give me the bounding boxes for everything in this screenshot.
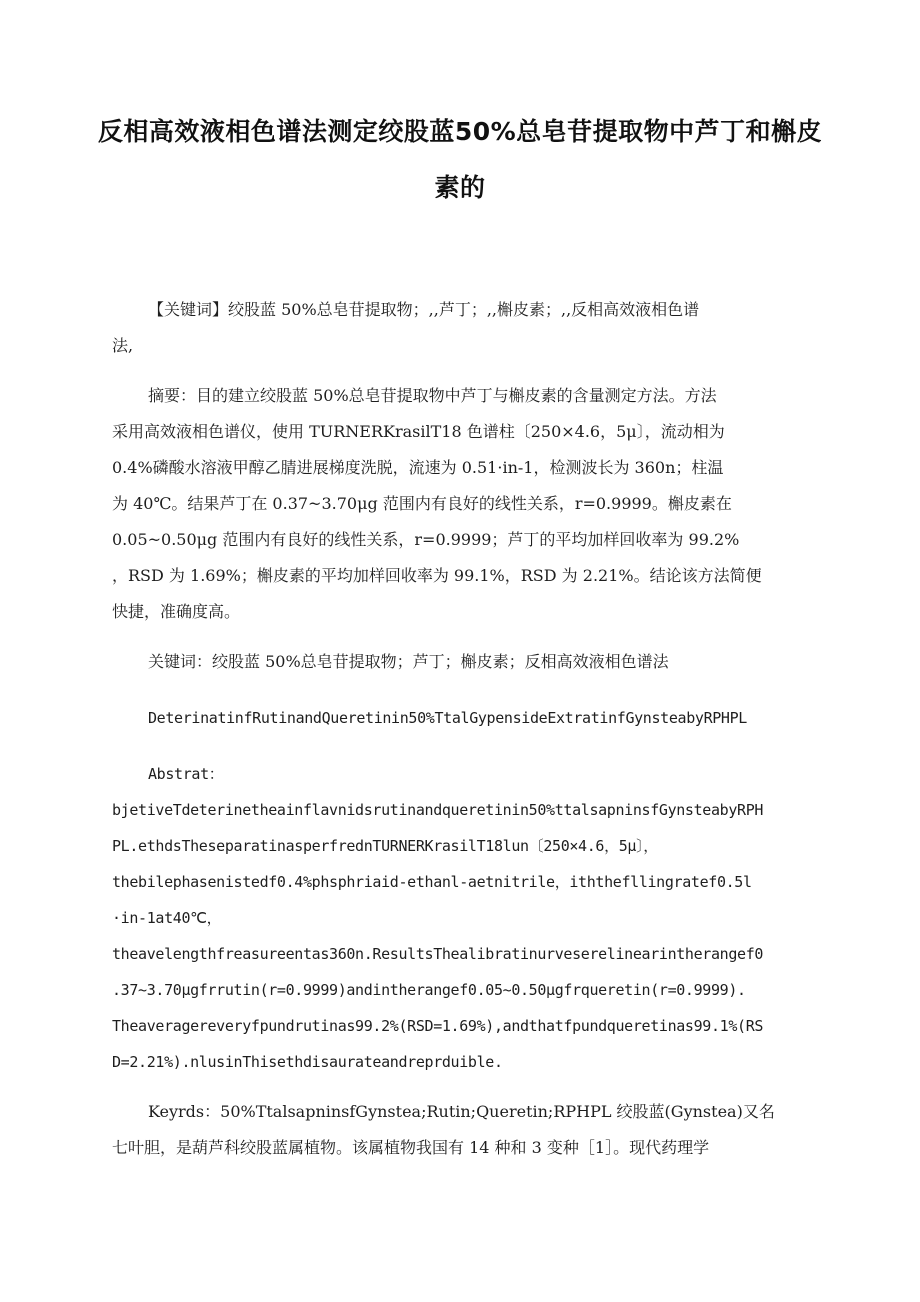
document-title-line-2: 素的	[434, 173, 486, 202]
abstract-en-paragraph	[112, 756, 812, 1080]
paragraph-line: thebilephasenistedf0.4%phsphriaid-ethanl-aetnitrile，iththefllingratef0.5l	[112, 873, 752, 891]
abstract-cn-paragraph	[112, 378, 812, 630]
english-title-paragraph	[112, 700, 812, 736]
document-title-line-1: 反相高效液相色谱法测定绞股蓝50%总皂苷提取物中芦丁和槲皮	[97, 117, 823, 146]
paragraph-line: 摘要：目的建立绞股蓝 50%总皂苷提取物中芦丁与槲皮素的含量测定方法。方法	[148, 386, 717, 405]
keywords-cn-paragraph	[112, 644, 812, 680]
paragraph-line: ，RSD 为 1.69%；槲皮素的平均加样回收率为 99.1%，RSD 为 2.21%。结论该方法简便	[112, 566, 762, 585]
keywords-bracket-paragraph	[112, 292, 812, 364]
paragraph-line: 法,	[112, 336, 134, 355]
paragraph-line: .37~3.70μgfrrutin(r=0.9999)andintherangef0.05~0.50μgfrqueretin(r=0.9999).	[112, 981, 746, 999]
paragraph-line: 为 40℃。结果芦丁在 0.37~3.70μg 范围内有良好的线性关系，r=0.9999。槲皮素在	[112, 494, 732, 513]
paragraph-line: 七叶胆，是葫芦科绞股蓝属植物。该属植物我国有 14 种和 3 变种［1］。现代药理学	[112, 1138, 710, 1157]
paragraph-line: PL.ethdsTheseparatinasperfrednTURNERKrasilT18lun〔250×4.6，5μ〕，	[112, 837, 658, 855]
paragraph-line: 0.4%磷酸水溶液甲醇乙腈进展梯度洗脱，流速为 0.51·in-1，检测波长为 360n；柱温	[112, 458, 724, 477]
paragraph-line: Keyrds：50%TtalsapninsfGynstea;Rutin;Queretin;RPHPL 绞股蓝(Gynstea)又名	[148, 1102, 775, 1121]
paragraph-line: Theaveragereveryfpundrutinas99.2%(RSD=1.69%),andthatfpundqueretinas99.1%(RS	[112, 1017, 764, 1035]
paragraph-line: ·in-1at40℃，	[112, 909, 222, 927]
keyrds-intro-paragraph	[112, 1094, 812, 1166]
paragraph-line: 采用高效液相色谱仪，使用 TURNERKrasilT18 色谱柱〔250×4.6，5μ〕，流动相为	[112, 422, 725, 441]
paragraph-line: 快捷，准确度高。	[112, 602, 241, 621]
paragraph-line: Abstrat：	[148, 765, 224, 783]
paragraph-line: 【关键词】绞股蓝 50%总皂苷提取物；,,芦丁；,,槲皮素；,,反相高效液相色谱	[148, 300, 700, 319]
paragraph-line: 关键词：绞股蓝 50%总皂苷提取物；芦丁；槲皮素；反相高效液相色谱法	[148, 652, 669, 671]
paragraph-line: 0.05~0.50μg 范围内有良好的线性关系，r=0.9999；芦丁的平均加样回收率为 99.2%	[112, 530, 740, 549]
paragraph-line: DeterinatinfRutinandQueretinin50%TtalGypensideExtratinfGynsteabyRPHPL	[148, 709, 747, 727]
paragraph-line: D=2.21%).nlusinThisethdisaurateandreprduible.	[112, 1053, 503, 1071]
paragraph-line: bjetiveTdeterinetheainflavnidsrutinandqueretinin50%ttalsapninsfGynsteabyRPH	[112, 801, 764, 819]
paragraph-line: theavelengthfreasureentas360n.ResultsThealibratinurveserelinearintherangef0	[112, 945, 764, 963]
